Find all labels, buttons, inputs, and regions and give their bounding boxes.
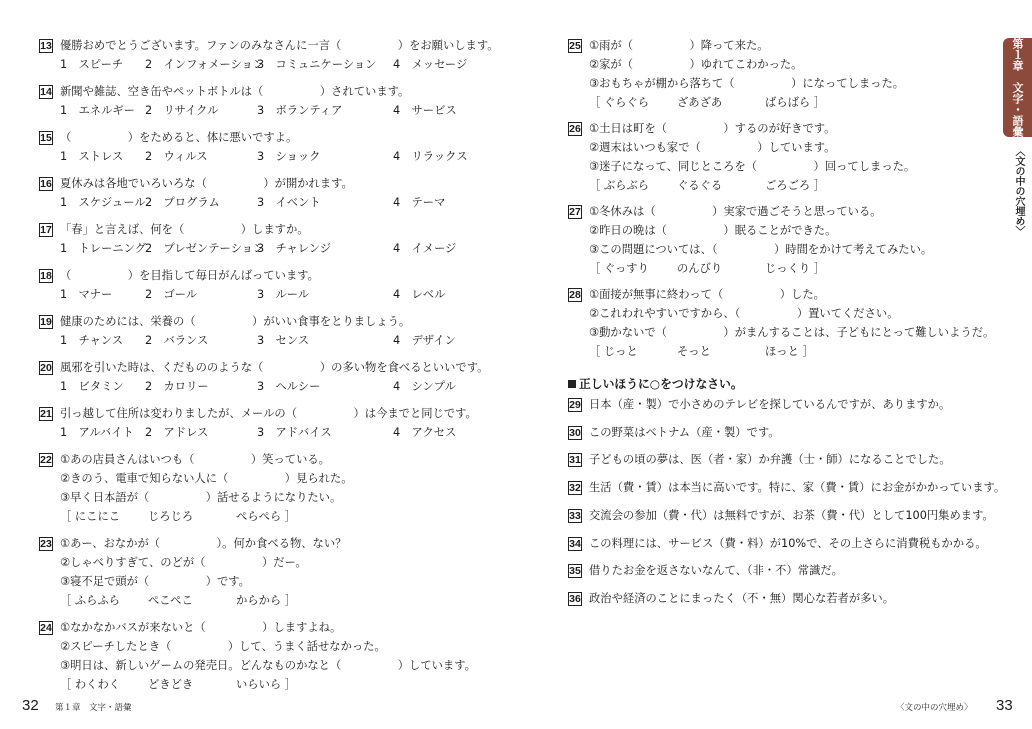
question-text: この野菜はベトナム（産・製）です。 bbox=[589, 425, 780, 439]
question-line bbox=[39, 37, 509, 55]
question-text: この料理には、サービス（費・料）が10%で、その上さらに消費税もかかる。 bbox=[589, 536, 987, 550]
word-option: ごろごろ ］ bbox=[765, 179, 826, 192]
answer-choices bbox=[60, 148, 500, 166]
word-option: のんびり bbox=[677, 262, 723, 275]
question-line bbox=[39, 267, 509, 285]
answer-choice: 1 ストレス bbox=[60, 150, 124, 163]
question-text: 「春」と言えば、何を（ ）しますか。 bbox=[60, 223, 309, 236]
question-text: 優勝おめでとうございます。ファンのみなさんに一言（ ）をお願いします。 bbox=[60, 39, 499, 52]
answer-choice: 3 ボランティア bbox=[257, 104, 343, 117]
word-option: いらいら ］ bbox=[236, 678, 297, 691]
answer-choice: 3 ヘルシー bbox=[257, 380, 321, 393]
question-text: 生活（費・賃）は本当に高いです。特に、家（費・賃）にお金がかかっています。 bbox=[589, 481, 1006, 495]
question-line: ②きのう、電車で知らない人に（ ）見られた。 bbox=[60, 472, 353, 485]
word-option: ［ わくわく bbox=[60, 678, 121, 691]
circle-question bbox=[568, 507, 994, 525]
question-line: ③寝不足で頭が（ ）です。 bbox=[60, 575, 250, 588]
question-line: ①面接が無事に終わって（ ）した。 bbox=[589, 288, 825, 301]
word-option: そっと bbox=[677, 345, 711, 358]
question-line: ③迷子になって、同じところを（ ）回ってしまった。 bbox=[589, 160, 916, 173]
word-option: ［ ふらふら bbox=[60, 594, 121, 607]
answer-choice: 1 アルバイト bbox=[60, 426, 134, 439]
question-line bbox=[39, 221, 509, 239]
word-option: ぺらぺら ］ bbox=[236, 510, 297, 523]
question-line: ②週末はいつも家で（ ）しています。 bbox=[589, 141, 836, 154]
answer-choice: 4 リラックス bbox=[393, 150, 468, 163]
question-number: 22 bbox=[40, 454, 52, 466]
answer-choice: 4 デザイン bbox=[393, 334, 456, 347]
question-number: 25 bbox=[569, 40, 581, 52]
answer-choice: 2 インフォメーション bbox=[145, 58, 265, 71]
question-number: 33 bbox=[569, 509, 581, 522]
question-line bbox=[39, 129, 509, 147]
question-line: ①冬休みは（ ）実家で過ごそうと思っている。 bbox=[589, 205, 882, 218]
answer-choice: 1 ビタミン bbox=[60, 380, 124, 393]
answer-choice: 3 コミュニケーション bbox=[257, 58, 377, 71]
answer-choice: 2 リサイクル bbox=[145, 104, 219, 117]
question-line bbox=[568, 562, 988, 580]
word-option: ［ じっと bbox=[589, 345, 638, 358]
answer-choice: 4 サービス bbox=[393, 104, 457, 117]
question-number: 28 bbox=[569, 289, 581, 301]
question-number: 26 bbox=[569, 123, 581, 135]
question-line bbox=[39, 83, 509, 101]
question-number: 35 bbox=[569, 565, 581, 578]
question-item bbox=[39, 175, 509, 209]
question-line: ②しゃべりすぎて、のどが（ ）だー。 bbox=[60, 556, 307, 569]
answer-choice: 3 チャレンジ bbox=[257, 242, 332, 255]
answer-choice: 4 テーマ bbox=[393, 196, 446, 209]
answer-choice: 1 マナー bbox=[60, 288, 113, 301]
question-line: ①あー、おなかが（ ）。何か食べる物、ない？ bbox=[60, 537, 347, 550]
circle-question bbox=[568, 590, 988, 608]
question-number: 17 bbox=[40, 224, 52, 236]
question-text: 日本（産・製）で小さめのテレビを探しているんですが、ありますか。 bbox=[589, 398, 951, 411]
question-line bbox=[39, 405, 509, 423]
word-option: ［ ぐらぐら bbox=[589, 96, 650, 109]
question-line: ③この問題については、（ ）時間をかけて考えてみたい。 bbox=[589, 243, 933, 256]
circle-question bbox=[568, 562, 988, 580]
answer-choices bbox=[60, 56, 500, 74]
question-line: ②昨日の晩は（ ）眠ることができた。 bbox=[589, 224, 837, 237]
answer-choices bbox=[60, 240, 500, 258]
question-number: 16 bbox=[40, 178, 52, 190]
word-option: ぐるぐる bbox=[677, 179, 723, 192]
section-tab: 〈文の中の穴埋め〉 bbox=[1013, 146, 1024, 236]
answer-choice: 4 シンプル bbox=[393, 380, 456, 393]
question-number: 29 bbox=[569, 399, 581, 411]
question-text: 交流会の参加（費・代）は無料ですが、お茶（費・代）として100円集めます。 bbox=[589, 508, 994, 522]
question-number: 19 bbox=[40, 316, 52, 328]
answer-choice: 1 トレーニング bbox=[60, 242, 147, 255]
answer-choice: 2 ゴール bbox=[145, 288, 198, 301]
question-number: 34 bbox=[569, 537, 581, 550]
question-line: ②スピーチしたとき（ ）して、うまく話せなかった。 bbox=[60, 640, 386, 653]
answer-choice: 3 ルール bbox=[257, 288, 310, 301]
answer-choice: 4 メッセージ bbox=[393, 58, 468, 71]
answer-choice: 1 チャンス bbox=[60, 334, 123, 347]
answer-choices bbox=[60, 102, 500, 120]
question-number: 30 bbox=[569, 426, 581, 439]
question-number: 23 bbox=[40, 538, 52, 550]
chapter-tab: 第１章 文字・語彙 bbox=[1003, 38, 1032, 137]
question-item bbox=[39, 405, 509, 439]
question-number: 24 bbox=[40, 622, 52, 634]
circle-question bbox=[568, 535, 988, 553]
word-option: ［ にこにこ bbox=[60, 510, 121, 523]
answer-choice: 3 アドバイス bbox=[257, 426, 332, 439]
question-item bbox=[39, 221, 509, 255]
question-number: 31 bbox=[569, 454, 581, 467]
word-option: ざあざあ bbox=[677, 96, 723, 109]
question-line bbox=[568, 507, 994, 525]
answer-choices bbox=[60, 194, 500, 212]
word-option: ぺこぺこ bbox=[148, 594, 193, 607]
circle-question bbox=[568, 479, 1006, 497]
question-text: 風邪を引いた時は、くだもののような（ ）の多い物を食べるといいです。 bbox=[60, 361, 489, 374]
question-text: 引っ越して住所は変わりましたが、メールの（ ）は今までと同じです。 bbox=[60, 407, 477, 420]
question-text: 新聞や雑誌、空き缶やペットボトルは（ ）されています。 bbox=[60, 85, 410, 98]
answer-choice: 2 ウィルス bbox=[145, 150, 208, 163]
question-line bbox=[39, 313, 509, 331]
question-line bbox=[568, 535, 988, 553]
question-number: 18 bbox=[40, 270, 52, 282]
answer-choices bbox=[60, 286, 500, 304]
section-heading: 正しいほうに○をつけなさい。 bbox=[568, 375, 743, 393]
question-text: 借りたお金を返さないなんて、（非・不）常識だ。 bbox=[589, 564, 843, 578]
question-number: 14 bbox=[40, 86, 52, 98]
word-option: ［ ぶらぶら bbox=[589, 179, 650, 192]
left-page-number: 32 bbox=[22, 697, 39, 714]
answer-choice: 1 スケジュール bbox=[60, 196, 146, 209]
question-line: ③動かないで（ ）がまんすることは、子どもにとって難しいようだ。 bbox=[589, 326, 995, 339]
question-line: ②これわれやすいですから、（ ）置いてください。 bbox=[589, 307, 899, 320]
circle-question bbox=[568, 396, 988, 414]
question-number: 27 bbox=[569, 206, 581, 218]
question-line: ①なかなかバスが来ないと（ ）しますよね。 bbox=[60, 621, 342, 634]
question-line: ③早く日本語が（ ）話せるようになりたい。 bbox=[60, 491, 342, 504]
question-text: （ ）を目指して毎日がんばっています。 bbox=[60, 269, 319, 282]
left-footer-label: 第１章 文字・語彙 bbox=[55, 703, 132, 713]
question-line bbox=[39, 175, 509, 193]
question-number: 20 bbox=[40, 362, 52, 374]
question-line: ①雨が（ ）降って来た。 bbox=[589, 39, 769, 52]
question-line bbox=[39, 359, 509, 377]
question-text: （ ）をためると、体に悪いですよ。 bbox=[60, 131, 298, 144]
question-item bbox=[39, 37, 509, 71]
question-number: 36 bbox=[569, 592, 581, 605]
right-page-number: 33 bbox=[996, 697, 1013, 714]
answer-choice: 3 ショック bbox=[257, 150, 321, 163]
question-text: 健康のためには、栄養の（ ）がいい食事をとりましょう。 bbox=[60, 315, 411, 328]
circle-question bbox=[568, 451, 988, 469]
question-item bbox=[39, 267, 509, 301]
word-option: どきどき bbox=[148, 678, 194, 691]
word-option: じろじろ bbox=[148, 510, 194, 523]
answer-choices bbox=[60, 424, 500, 442]
question-item bbox=[39, 313, 509, 347]
answer-choice: 1 スピーチ bbox=[60, 58, 124, 71]
question-number: 21 bbox=[40, 408, 52, 420]
answer-choices bbox=[60, 332, 500, 350]
question-line bbox=[568, 590, 988, 608]
question-line: ①土日は町を（ ）するのが好きです。 bbox=[589, 122, 836, 135]
question-number: 13 bbox=[40, 40, 52, 52]
question-text: 政治や経済のことにまったく（不・無）関心な若者が多い。 bbox=[589, 591, 895, 605]
right-footer-label: 〈文の中の穴埋め〉 bbox=[896, 703, 973, 713]
question-line bbox=[568, 451, 988, 469]
answer-choice: 4 イメージ bbox=[393, 242, 457, 255]
word-option: からから ］ bbox=[236, 594, 297, 607]
answer-choice: 4 アクセス bbox=[393, 426, 457, 439]
word-option: ［ ぐっすり bbox=[589, 262, 649, 275]
question-item bbox=[39, 359, 509, 393]
question-line: ③おもちゃが棚から落ちて（ ）になってしまった。 bbox=[589, 77, 905, 90]
answer-choice: 2 プレゼンテーション bbox=[145, 242, 265, 255]
question-number: 32 bbox=[569, 482, 581, 495]
square-bullet-icon bbox=[568, 380, 576, 388]
answer-choice: 2 プログラム bbox=[145, 196, 220, 209]
answer-choice: 3 イベント bbox=[257, 196, 321, 209]
question-line bbox=[568, 479, 1006, 497]
word-option: ほっと ］ bbox=[765, 345, 814, 358]
question-text: 夏休みは各地でいろいろな（ ）が開かれます。 bbox=[60, 177, 353, 190]
answer-choice: 2 バランス bbox=[145, 334, 209, 347]
question-number: 15 bbox=[40, 132, 52, 144]
question-line bbox=[568, 396, 988, 414]
answer-choice: 2 アドレス bbox=[145, 426, 209, 439]
answer-choice: 3 センス bbox=[257, 334, 310, 347]
question-line bbox=[568, 424, 988, 442]
question-line: ③明日は、新しいゲームの発売日。どんなものかなと（ ）しています。 bbox=[60, 659, 476, 672]
answer-choice: 2 カロリー bbox=[145, 380, 209, 393]
question-item bbox=[39, 129, 509, 163]
word-option: ばらばら ］ bbox=[765, 96, 826, 109]
question-line: ①あの店員さんはいつも（ ）笑っている。 bbox=[60, 453, 330, 466]
answer-choice: 4 レベル bbox=[393, 288, 446, 301]
circle-question bbox=[568, 424, 988, 442]
question-item bbox=[39, 83, 509, 117]
question-text: 子どもの頃の夢は、医（者・家）か弁護（士・師）になることでした。 bbox=[589, 453, 951, 467]
answer-choices bbox=[60, 378, 500, 396]
question-line: ②家が（ ）ゆれてこわかった。 bbox=[589, 58, 803, 71]
word-option: じっくり ］ bbox=[765, 262, 826, 275]
answer-choice: 1 エネルギー bbox=[60, 104, 135, 117]
